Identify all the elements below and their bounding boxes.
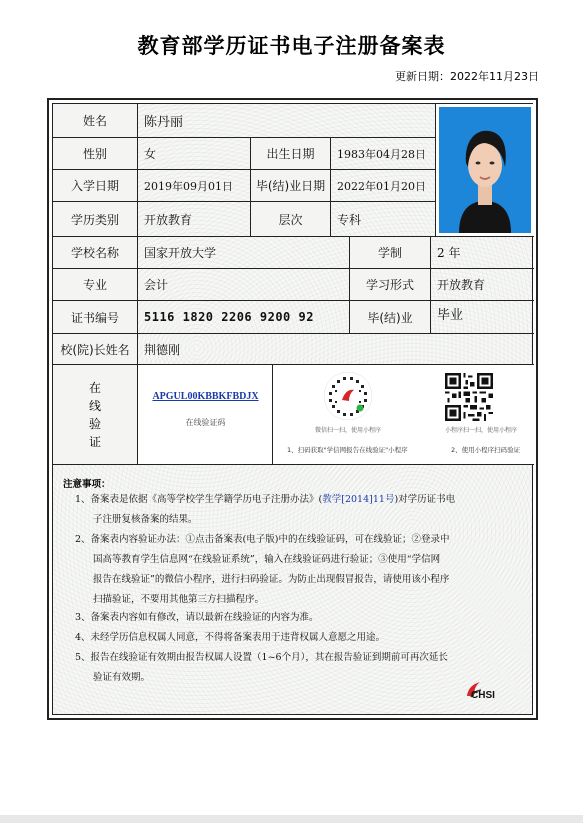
status-label: 毕(结)业 xyxy=(350,301,431,334)
study-form-label: 学习形式 xyxy=(350,269,431,301)
gender-value: 女 xyxy=(138,138,251,170)
mini-program-caption: 微信扫一扫，使用小程序 xyxy=(315,427,382,434)
notes-title: 注意事项： xyxy=(63,479,111,490)
verify-step-1: 1、扫码获取"学信网报告在线验证"小程序 xyxy=(287,446,408,454)
school-value: 国家开放大学 xyxy=(138,237,350,269)
name-label: 姓名 xyxy=(53,104,138,138)
note-2-line-3: 报告在线验证”的微信小程序，进行扫码验证。为防止出现假冒报告，请使用该小程序 xyxy=(93,574,450,585)
verify-char-3: 验 xyxy=(88,416,101,431)
years-value: 2 年 xyxy=(431,237,534,269)
level-label: 层次 xyxy=(251,202,331,237)
enroll-value: 2019年09月01日 xyxy=(138,170,251,202)
name-value: 陈丹丽 xyxy=(138,104,436,138)
level-value: 专科 xyxy=(331,202,436,237)
regulation-link[interactable]: 教学[2014]11号 xyxy=(322,494,395,505)
student-photo xyxy=(436,104,534,237)
verify-char-2: 线 xyxy=(88,398,101,413)
verify-qr-box xyxy=(273,365,534,465)
note-1-cont: 子注册复核备案的结果。 xyxy=(93,514,198,525)
years-label: 学制 xyxy=(350,237,431,269)
verify-char-1: 在 xyxy=(88,380,101,395)
qr-code-icon[interactable] xyxy=(445,373,493,421)
study-form-value: 开放教育 xyxy=(431,269,534,301)
school-label: 学校名称 xyxy=(53,237,138,269)
chsi-logo-text: CHSI xyxy=(471,690,495,701)
birth-value: 1983年04月28日 xyxy=(331,138,436,170)
photo-background xyxy=(439,107,531,233)
verify-char-4: 证 xyxy=(88,434,101,449)
cert-no-label: 证书编号 xyxy=(53,301,138,334)
portrait-illustration xyxy=(439,107,531,233)
edu-type-label: 学历类别 xyxy=(53,202,138,237)
grad-date-label: 毕(结)业日期 xyxy=(251,170,331,202)
note-1-text-a: 1、备案表是依据《高等学校学生学籍学历电子注册办法》( xyxy=(75,494,323,505)
cert-no-value: 5116 1820 2206 9200 92 xyxy=(138,301,350,334)
president-label: 校(院)长姓名 xyxy=(53,334,138,365)
note-2-line-4: 扫描验证，不要用其他第三方扫描程序。 xyxy=(93,594,265,605)
note-5: 5、报告在线验证有效期由报告权属人设置（1~6个月），其在报告验证到期前可再次延长 xyxy=(75,652,448,663)
qr-caption: 小程序扫一扫，使用小程序 xyxy=(445,427,518,434)
note-1 xyxy=(75,490,455,510)
note-1-text-b: )对学历证书电 xyxy=(394,494,456,505)
online-verify-code-link[interactable]: APGUL00KBBKFBDJX xyxy=(152,391,259,402)
major-label: 专业 xyxy=(53,269,138,301)
note-5-line-2: 验证有效期。 xyxy=(93,672,151,683)
note-2: 2、备案表内容验证办法：①点击备案表(电子版)中的在线验证码，可在线验证；②登录中 xyxy=(75,534,450,545)
record-frame xyxy=(47,98,538,720)
mini-program-code-icon[interactable] xyxy=(323,371,373,421)
online-verify-label xyxy=(53,365,138,465)
note-3: 3、备案表内容如有修改，请以最新在线验证的内容为准。 xyxy=(75,612,319,623)
verify-step-2: 2、使用小程序扫码验证 xyxy=(451,446,521,454)
note-4: 4、未经学历信息权属人同意，不得将备案表用于违背权属人意愿之用途。 xyxy=(75,632,386,643)
edu-type-value: 开放教育 xyxy=(138,202,251,237)
gender-label: 性别 xyxy=(53,138,138,170)
record-table xyxy=(52,103,533,715)
document-title: 教育部学历证书电子注册备案表 xyxy=(137,34,446,58)
verify-code-caption: 在线验证码 xyxy=(185,418,226,427)
president-value: 荆德刚 xyxy=(138,334,534,365)
enroll-label: 入学日期 xyxy=(53,170,138,202)
grad-date-value: 2022年01月20日 xyxy=(331,170,436,202)
status-value: 毕业 xyxy=(431,301,534,334)
verify-code-box xyxy=(138,365,273,465)
note-2-line-2: 国高等教育学生信息网“在线验证系统”，输入在线验证码进行验证；③使用“学信网 xyxy=(93,554,441,565)
update-date: 更新日期：2022年11月23日 xyxy=(395,70,539,83)
birth-label: 出生日期 xyxy=(251,138,331,170)
major-value: 会计 xyxy=(138,269,350,301)
